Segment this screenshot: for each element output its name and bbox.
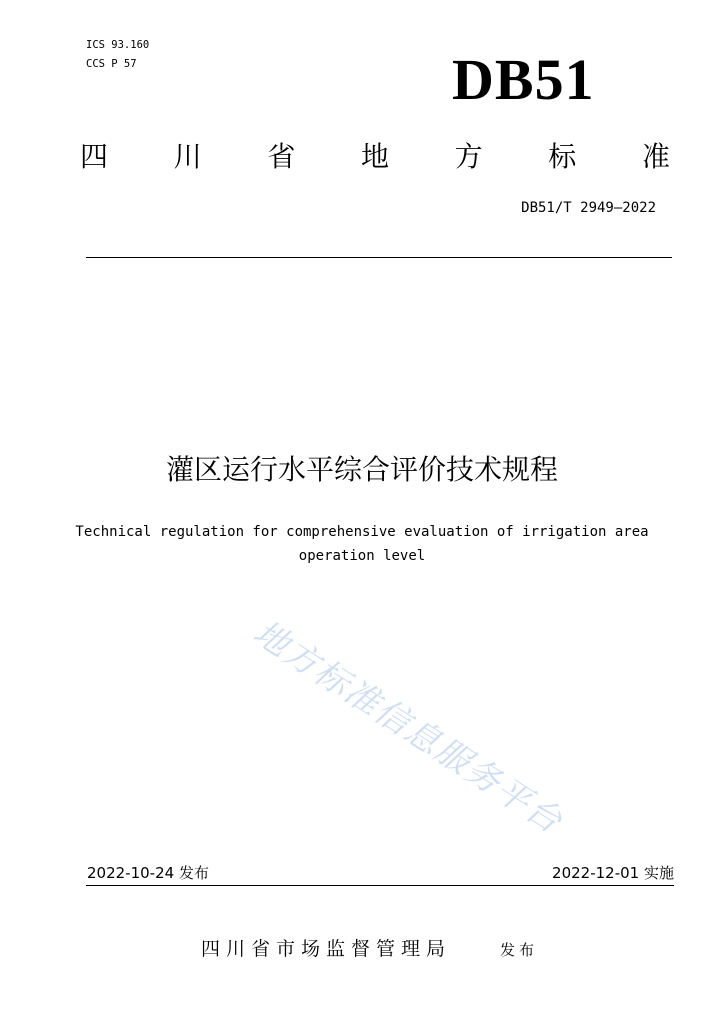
heading-char: 四 (80, 140, 109, 173)
document-title-en: Technical regulation for comprehensive evaluation of irrigation area operation level (75, 524, 649, 564)
heading-char: 方 (454, 140, 483, 173)
heading-char: 川 (173, 140, 202, 173)
classification-codes (86, 36, 149, 74)
implement-date: 2022-12-01 实施 (552, 864, 674, 882)
standard-code-mark: DB51 (452, 47, 595, 112)
heading-char: 省 (267, 140, 296, 173)
ics-code: ICS 93.160 (86, 39, 150, 51)
publish-date: 2022-10-24 发布 (87, 864, 209, 882)
bottom-divider (86, 885, 674, 886)
province-standard-heading (80, 140, 670, 174)
issuer-action: 发布 (500, 941, 539, 959)
heading-char: 标 (548, 140, 577, 173)
document-title-cn: 灌区运行水平综合评价技术规程 (165, 453, 558, 486)
heading-char: 准 (641, 140, 670, 173)
standard-number: DB51/T 2949—2022 (521, 200, 656, 216)
ccs-code: CCS P 57 (86, 58, 137, 70)
issuing-authority: 四川省市场监督管理局 (201, 938, 452, 960)
heading-char: 地 (360, 140, 389, 173)
top-divider (86, 257, 672, 258)
watermark-text: 地方标准信息服务平台 (246, 612, 570, 843)
